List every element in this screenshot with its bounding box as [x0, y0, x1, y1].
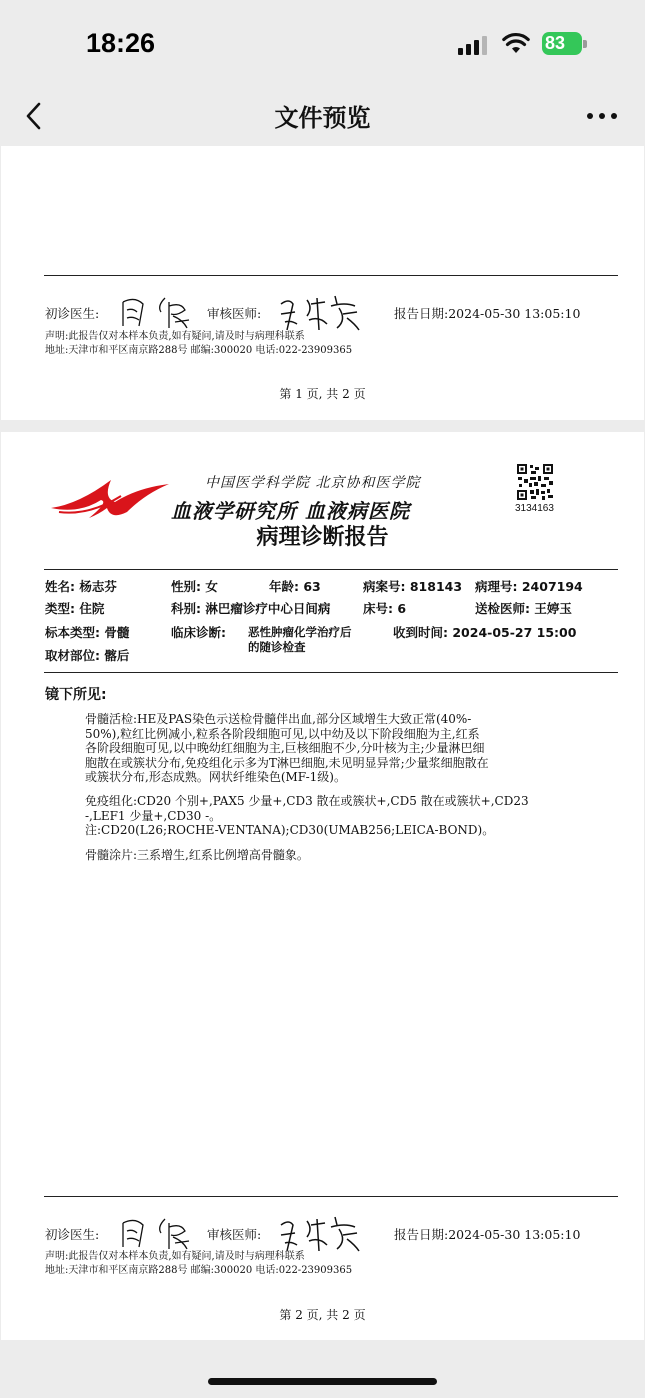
divider	[44, 569, 618, 570]
bed-number: 床号: 6	[363, 601, 407, 616]
initial-doctor-label: 初诊医生:	[45, 1227, 100, 1242]
clinical-diagnosis-label: 临床诊断:	[171, 625, 226, 640]
disclaimer-text: 声明:此报告仅对本样本负责,如有疑问,请及时与病理科联系	[45, 331, 305, 342]
nav-bar	[0, 88, 645, 144]
smear-line: 骨髓涂片:三系增生,红系比例增高骨髓象。	[85, 848, 309, 862]
review-doctor-label: 审核医师:	[207, 1227, 262, 1242]
status-time: 18:26	[86, 28, 156, 58]
page-number: 第 2 页, 共 2 页	[279, 1308, 366, 1322]
disclaimer-text: 声明:此报告仅对本样本负责,如有疑问,请及时与病理科联系	[45, 1251, 305, 1262]
divider	[44, 672, 618, 673]
institution-line-1: 中国医学科学院 北京协和医学院	[205, 475, 421, 491]
wifi-icon	[502, 32, 530, 54]
home-indicator[interactable]	[208, 1378, 437, 1385]
biopsy-line: 胞散在或簇状分布,免疫组化示多为T淋巴细胞,未见明显异常;少量浆细胞散在	[85, 755, 489, 770]
review-doctor-label: 审核医师:	[207, 306, 262, 321]
divider	[44, 275, 618, 276]
case-number: 病案号: 818143	[363, 579, 463, 594]
clinical-diagnosis-line-1: 恶性肿瘤化学治疗后	[248, 625, 352, 639]
hospital-logo	[49, 472, 169, 522]
qr-code	[517, 464, 553, 500]
initial-doctor-signature	[117, 292, 217, 332]
page-title: 文件预览	[274, 104, 371, 132]
page-number: 第 1 页, 共 2 页	[279, 387, 366, 401]
ihc-line: 免疫组化:CD20 个别+,PAX5 少量+,CD3 散在或簇状+,CD5 散在或簇状+,CD23	[85, 794, 529, 808]
biopsy-line: 骨髓活检:HE及PAS染色示送检骨髓伴出血,部分区域增生大致正常(40%-	[85, 712, 472, 726]
patient-name: 姓名: 杨志芬	[45, 579, 117, 594]
institution-line-2: 血液学研究所 血液病医院	[171, 499, 410, 523]
received-time: 收到时间: 2024-05-27 15:00	[393, 625, 577, 640]
patient-type: 类型: 住院	[45, 601, 105, 616]
status-bar	[0, 0, 645, 88]
ihc-line: -,LEF1 少量+,CD30 -。	[85, 808, 222, 823]
biopsy-paragraph	[85, 712, 585, 785]
patient-sex: 性别: 女	[171, 579, 218, 594]
ihc-paragraph	[85, 794, 585, 838]
clinical-diagnosis-line-2: 的随诊检查	[248, 640, 306, 654]
pathology-number: 病理号: 2407194	[475, 579, 583, 594]
address-text: 地址:天津市和平区南京路288号 邮编:300020 电话:022-23909365	[45, 1265, 353, 1276]
document-page-2	[1, 432, 644, 1340]
biopsy-line: 50%),粒红比例减小,粒系各阶段细胞可见,以中幼及以下阶段细胞为主,红系	[85, 726, 480, 741]
document-page-1	[1, 146, 644, 420]
ihc-line: 注:CD20(L26;ROCHE-VENTANA);CD30(UMAB256;LEICA-BOND)。	[85, 823, 495, 837]
biopsy-line: 各阶段细胞可见,以中晚幼红细胞为主,巨核细胞不少,分叶核为主;少量淋巴细	[85, 741, 485, 755]
report-title: 病理诊断报告	[256, 525, 389, 550]
referring-doctor: 送检医师: 王婷玉	[475, 601, 572, 616]
initial-doctor-label: 初诊医生:	[45, 306, 100, 321]
battery-icon	[542, 32, 588, 55]
signature-row	[45, 296, 619, 330]
address-text: 地址:天津市和平区南京路288号 邮编:300020 电话:022-23909365	[45, 345, 353, 356]
patient-age: 年龄: 63	[269, 579, 321, 594]
specimen-type: 标本类型: 骨髓	[45, 625, 130, 640]
department: 科别: 淋巴瘤诊疗中心日间病	[171, 601, 331, 616]
cellular-signal-icon	[458, 35, 490, 55]
qr-number: 3134163	[515, 503, 554, 514]
sampling-site: 取材部位: 髂后	[45, 648, 130, 663]
findings-title: 镜下所见:	[45, 687, 107, 703]
report-date: 报告日期:2024-05-30 13:05:10	[394, 306, 581, 321]
report-date: 报告日期:2024-05-30 13:05:10	[394, 1227, 581, 1242]
battery-level: 83	[545, 33, 566, 53]
more-icon[interactable]	[584, 106, 620, 126]
divider	[44, 1196, 618, 1197]
signature-row	[45, 1217, 619, 1251]
biopsy-line: 或簇状分布,形态成熟。网状纤维染色(MF-1级)。	[85, 770, 346, 784]
